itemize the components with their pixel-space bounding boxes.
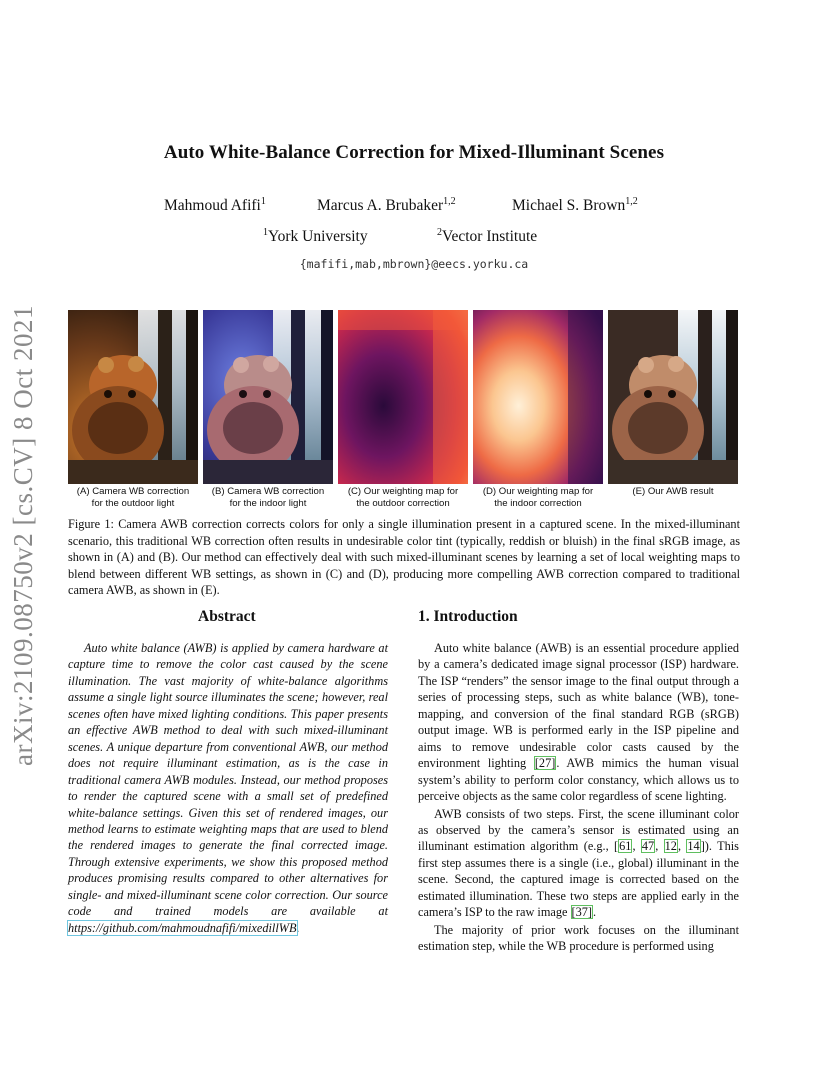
panel-a-image <box>68 310 198 484</box>
panel-c-image <box>338 310 468 484</box>
affiliation-1: $^1$York University <box>263 227 368 245</box>
citation-link[interactable]: 14 <box>687 839 700 854</box>
panel-d-image <box>473 310 603 484</box>
affiliation-2: $^2$Vector Institute <box>437 227 538 245</box>
paper-title: Auto White-Balance Correction for Mixed-Illuminant Scenes <box>163 142 665 163</box>
author-email: {mafifi,mab,mbrown}@eecs.yorku.ca <box>299 257 529 271</box>
citation-link[interactable]: [37] <box>571 905 593 920</box>
intro-paragraph-3: The majority of prior work focuses on the illuminant estimation step, while the WB procedure is performed using <box>418 922 739 954</box>
citation-link[interactable]: 61 <box>619 839 632 854</box>
panel-e-caption: (E) Our AWB result <box>632 486 714 497</box>
author-1: Mahmoud Afifi$^1$ <box>164 196 266 214</box>
intro-paragraph-2: AWB consists of two steps. First, the scene illuminant color as observed by the camera’s sensor is estimated using an illuminant estimation algorithm (e.g., [61, 47, 12, 14]). This first step assumes there is a single (i.e., global) illuminant in the scene. Second, the captured image is corrected based on the estimated illumination. These two steps are applied early in the camera’s ISP to the raw image [37]. <box>418 806 739 920</box>
author-3: Michael S. Brown$^{1,2}$ <box>512 196 638 214</box>
citation-link[interactable]: 47 <box>641 839 655 854</box>
abstract-body: Auto white balance (AWB) is applied by camera hardware at capture time to remove the color cast caused by the scene illumination. The vast majority of white-balance algorithms assume a single light source illuminates the scene; however, real scenes often have mixed lighting conditions. This paper presents an effective AWB method to deal with such mixed-illuminant scenes. A unique departure from conventional AWB, our method does not require illuminant estimation, as is the case in traditional camera AWB modules. Instead, our method proposes to render the captured scene with a small set of predefined white-balance settings. Given this set of rendered images, our method learns to estimate weighting maps that are used to blend the rendered images to generate the final corrected image. Through extensive experiments, we show this proposed method produces promising results compared to other alternatives for single- and mixed-illuminant scene color correction. Our source code and trained models are available at https://github.com/mahmoudnafifi/mixedillWB. <box>68 641 388 935</box>
author-2: Marcus A. Brubaker$^{1,2}$ <box>317 196 456 214</box>
panel-d-caption: (D) Our weighting map for the indoor correction <box>482 486 594 509</box>
panel-b-caption: (B) Camera WB correction for the indoor light <box>211 486 325 509</box>
citation-link[interactable]: [27] <box>534 756 556 771</box>
intro-paragraph-1: Auto white balance (AWB) is an essential procedure applied by a camera’s dedicated image signal processor (ISP) hardware. The ISP “renders” the sensor image to the final output through a series of processing steps, such as white balance (WB), tone-mapping, and conversion of the final standard RGB (sRGB) output image. WB is performed early in the ISP pipeline and aims to remove undesirable color casts caused by the environment lighting [27]. AWB mimics the human visual system’s ability to perform color constancy, which allows us to perceive objects as the same color regardless of scene lighting. <box>418 641 740 804</box>
abstract-text: Auto white balance (AWB) is applied by camera hardware at capture time to remove the color cast caused by the scene illumination. The vast majority of white-balance algorithms assume a single light source illuminates the scene; however, real scenes often have mixed lighting conditions. This paper presents an effective AWB method to deal with such mixed-illuminant scenes. A unique departure from conventional AWB, our method does not require illuminant estimation, as is the case in traditional camera AWB modules. Instead, our method proposes to render the captured scene with a small set of predefined white-balance settings. Given this set of rendered images, our method learns to estimate weighting maps that are used to blend the rendered images to generate the final corrected image. Through extensive experiments, we show this proposed method produces promising results compared to other alternatives for single- and mixed-illuminant scene color correction. Our source code and trained models are available at <box>68 641 388 919</box>
github-link[interactable]: https://github.com/mahmoudnafifi/mixedillWB <box>68 920 297 935</box>
citation-link[interactable]: 12 <box>664 839 677 854</box>
introduction-body <box>418 640 739 955</box>
figure-1 <box>68 310 738 510</box>
introduction-heading: 1. Introduction <box>418 608 518 625</box>
panel-e-image <box>608 310 738 484</box>
panel-b-image <box>203 310 333 484</box>
abstract-heading: Abstract <box>198 608 256 625</box>
panel-a-caption: (A) Camera WB correction for the outdoor light <box>76 486 190 509</box>
arxiv-identifier: arXiv:2109.08750v2 [cs.CV] 8 Oct 2021 <box>8 305 38 766</box>
panel-c-caption: (C) Our weighting map for the outdoor correction <box>347 486 459 509</box>
figure-caption: Figure 1: Camera AWB correction corrects colors for only a single illumination present in a captured scene. In the mixed-illuminant scenario, this traditional WB correction often results in undesirable color tint (typically, reddish or bluish) in the final sRGB image, as shown in (A) and (B). Our method can effectively deal with such mixed-illuminant scenes by learning a set of local weighting maps to blend between different WB settings, as shown in (C) and (D), producing more compelling AWB correction compared to traditional camera AWB, as shown in (E). <box>68 517 740 598</box>
